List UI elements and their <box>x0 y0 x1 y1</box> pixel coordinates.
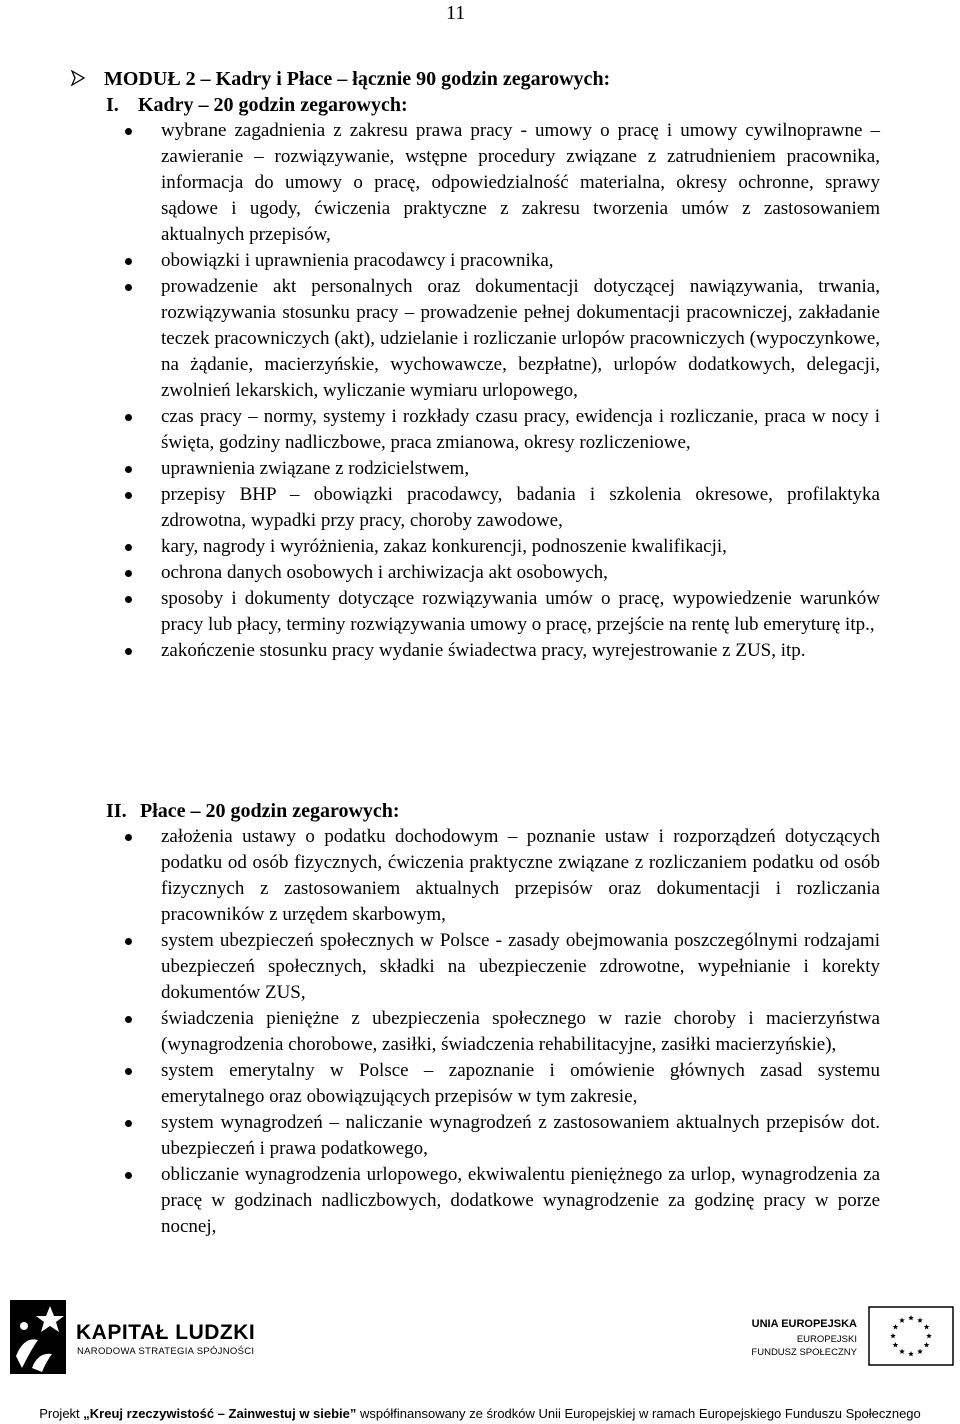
list-item <box>106 586 880 638</box>
section-number: I. <box>106 94 119 116</box>
list-item <box>106 456 880 482</box>
footer-project-title: „Kreuj rzeczywistość – Zainwestuj w siebie” <box>83 1406 357 1421</box>
bullet-dot-icon <box>125 466 132 473</box>
section-place <box>106 798 880 1240</box>
logo-right-line3: FUNDUSZ SPOŁECZNY <box>751 1347 857 1358</box>
list-item-text: obliczanie wynagrodzenia urlopowego, ekwiwalentu pieniężnego za urlop, wynagrodzenia za pracę w godzinach nadliczbowych, dodatkowe wynagrodzenie za godzinę pracy w porze nocnej, <box>161 1164 880 1237</box>
logo-left-subtitle: NARODOWA STRATEGIA SPÓJNOŚCI <box>77 1346 255 1357</box>
bullet-dot-icon <box>125 544 132 551</box>
bullet-dot-icon <box>125 1172 132 1179</box>
list-item <box>106 1110 880 1162</box>
list-item <box>106 560 880 586</box>
bullet-list <box>106 824 880 1240</box>
list-item-text: kary, nagrody i wyróżnienia, zakaz konkurencji, podnoszenie kwalifikacji, <box>161 536 727 557</box>
list-item-text: świadczenia pieniężne z ubezpieczenia społecznego w razie choroby i macierzyństwa (wynagrodzenia chorobowe, zasiłki, świadczenia rehabilitacyjne, zasiłki macierzyńskie), <box>161 1008 880 1055</box>
list-item-text: założenia ustawy o podatku dochodowym – poznanie ustaw i rozporządzeń dotyczących podatku od osób fizycznych, ćwiczenia praktyczne związane z rozliczaniem podatku od osób fizycznych z zastosowaniem aktualnych przepisów oraz dokumentacji i rozliczania pracowników z urzędem skarbowym, <box>161 826 880 925</box>
list-item-text: czas pracy – normy, systemy i rozkłady czasu pracy, ewidencja i rozliczanie, praca w nocy i święta, godziny nadliczbowe, praca zmianowa, okresy rozliczeniowe, <box>161 406 880 453</box>
section-title: Płace – 20 godzin zegarowych: <box>140 800 400 822</box>
bullet-dot-icon <box>125 492 132 499</box>
list-item-text: system ubezpieczeń społecznych w Polsce - zasady obejmowania poszczególnymi rodzajami ubezpieczeń społecznych, składki na ubezpieczenie zdrowotne, wypełnianie i korekty dokumentów ZUS, <box>161 930 880 1003</box>
bullet-dot-icon <box>125 570 132 577</box>
module-heading <box>70 66 900 92</box>
list-item-text: ochrona danych osobowych i archiwizacja akt osobowych, <box>161 562 608 583</box>
bullet-dot-icon <box>125 1120 132 1127</box>
section-heading <box>106 92 880 118</box>
kapital-ludzki-emblem-icon <box>2 1296 72 1376</box>
logo-right-line2: EUROPEJSKI <box>796 1334 857 1345</box>
module-heading-text: MODUŁ 2 – Kadry i Płace – łącznie 90 godzin zegarowych: <box>104 68 611 90</box>
list-item <box>106 482 880 534</box>
bullet-list <box>106 118 880 664</box>
eu-flag-icon <box>868 1306 954 1366</box>
section-number: II. <box>106 800 127 822</box>
page-number: 11 <box>446 2 466 24</box>
bullet-dot-icon <box>125 1016 132 1023</box>
list-item-text: system wynagrodzeń – naliczanie wynagrodzeń z zastosowaniem aktualnych przepisów dot. ubezpieczeń i prawa podatkowego, <box>161 1112 880 1159</box>
bullet-dot-icon <box>125 648 132 655</box>
bullet-dot-icon <box>125 834 132 841</box>
footer-prefix: Projekt <box>39 1406 80 1421</box>
bullet-dot-icon <box>125 284 132 291</box>
list-item-text: przepisy BHP – obowiązki pracodawcy, badania i szkolenia okresowe, profilaktyka zdrowotna, wypadki przy pracy, choroby zawodowe, <box>161 484 880 531</box>
section-heading <box>106 798 880 824</box>
list-item <box>106 118 880 248</box>
list-item <box>106 928 880 1006</box>
kapital-ludzki-logo <box>0 1296 300 1376</box>
arrow-bullet-icon <box>70 66 104 92</box>
list-item <box>106 274 880 404</box>
list-item-text: sposoby i dokumenty dotyczące rozwiązywania umów o pracę, wypowiedzenie warunków pracy lub płacy, terminy rozwiązywania umowy o pracę, przejście na rentę lub emeryturę itp., <box>161 588 880 635</box>
list-item <box>106 824 880 928</box>
bullet-dot-icon <box>125 258 132 265</box>
project-footer <box>0 1406 960 1421</box>
bullet-dot-icon <box>125 414 132 421</box>
list-item <box>106 1058 880 1110</box>
eu-logo <box>700 1296 960 1376</box>
list-item-text: wybrane zagadnienia z zakresu prawa pracy - umowy o pracę i umowy cywilnoprawne – zawieranie – rozwiązywanie, wstępne procedury związane z zatrudnieniem pracownika, informacja do umowy o pracę, odpowiedzialność materialna, okresy ochronne, sprawy sądowe i ugody, ćwiczenia praktyczne z zakresu tworzenia umów z zastosowaniem aktualnych przepisów, <box>161 120 880 245</box>
footer-suffix: współfinansowany ze środków Unii Europejskiej w ramach Europejskiego Funduszu Społecznego <box>360 1406 921 1421</box>
list-item <box>106 248 880 274</box>
bullet-dot-icon <box>125 596 132 603</box>
bullet-dot-icon <box>125 938 132 945</box>
list-item <box>106 1006 880 1058</box>
list-item-text: prowadzenie akt personalnych oraz dokumentacji dotyczącej nawiązywania, trwania, rozwiązywania stosunku pracy – prowadzenie pełnej dokumentacji pracowniczej, zakładanie teczek pracowniczych (akt), udzielanie i rozliczanie urlopów pracowniczych (wypoczynkowe, na żądanie, macierzyńskie, wychowawcze, bezpłatne), urlopów dodatkowych, delegacji, zwolnień lekarskich, wyliczanie wymiaru urlopowego, <box>161 276 880 401</box>
logo-right-line1: UNIA EUROPEJSKA <box>751 1318 857 1330</box>
logo-left-title: KAPITAŁ LUDZKI <box>76 1321 256 1344</box>
bullet-dot-icon <box>125 1068 132 1075</box>
list-item <box>106 404 880 456</box>
bullet-dot-icon <box>125 128 132 135</box>
list-item <box>106 638 880 664</box>
list-item-text: obowiązki i uprawnienia pracodawcy i pracownika, <box>161 250 554 271</box>
list-item-text: zakończenie stosunku pracy wydanie świadectwa pracy, wyrejestrowanie z ZUS, itp. <box>161 640 806 661</box>
list-item <box>106 534 880 560</box>
list-item <box>106 1162 880 1240</box>
list-item-text: system emerytalny w Polsce – zapoznanie i omówienie głównych zasad systemu emerytalnego oraz obowiązujących przepisów w tym zakresie, <box>161 1060 880 1107</box>
section-title: Kadry – 20 godzin zegarowych: <box>138 94 408 116</box>
section-kadry <box>106 92 880 664</box>
list-item-text: uprawnienia związane z rodzicielstwem, <box>161 458 470 479</box>
